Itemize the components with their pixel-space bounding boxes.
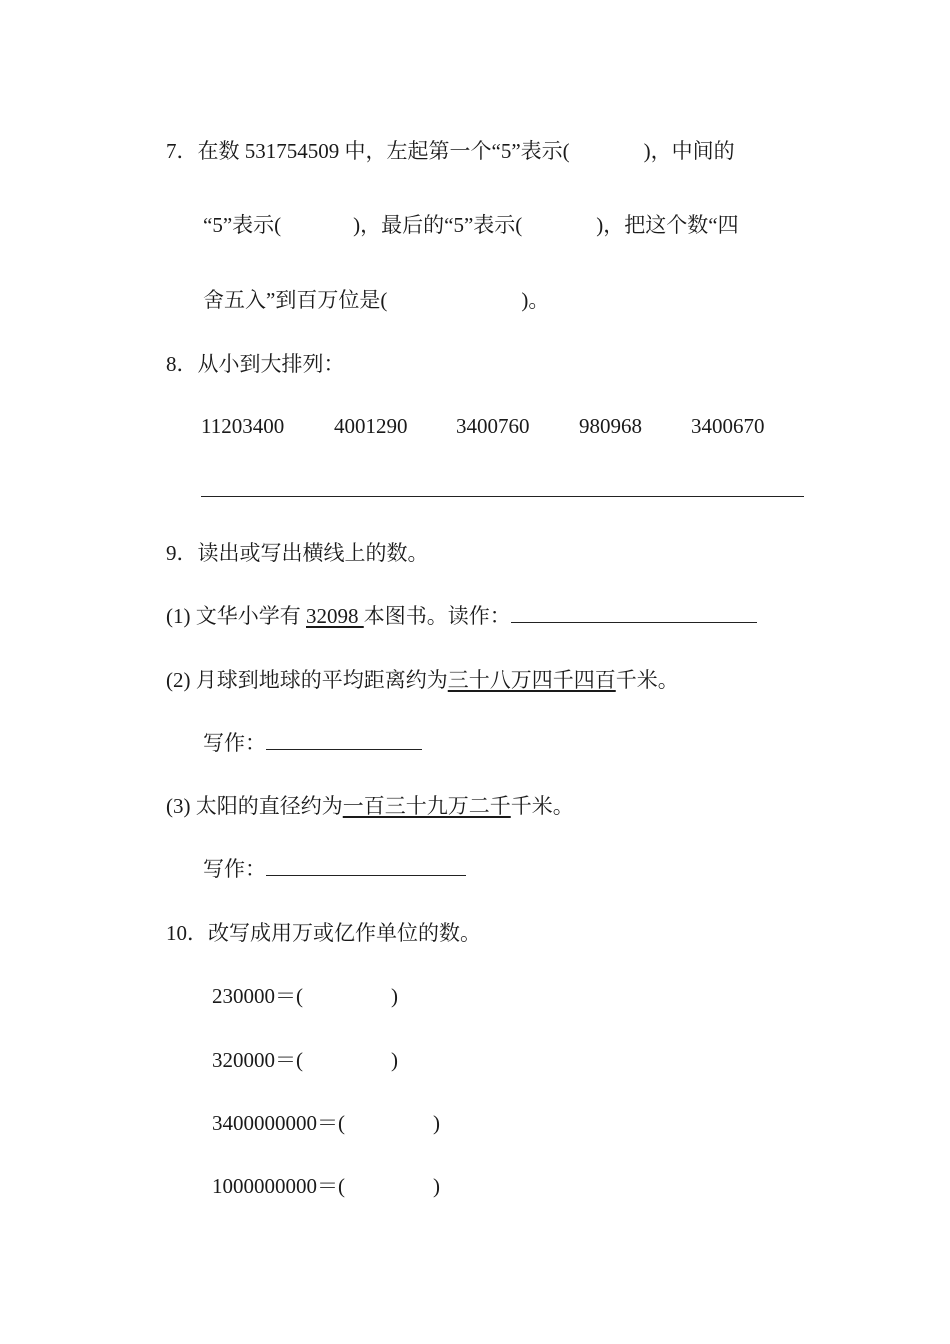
q7-line3-text-b: )。 [521,288,550,312]
q9-part-3 [166,792,574,820]
q7-line-3 [203,286,549,314]
q8-answer-line[interactable] [201,496,804,497]
q9-part-1 [166,602,757,630]
q9-p1-answer-line[interactable] [511,602,757,623]
q10-label: 10． [166,921,208,945]
q9-p3-answer-line[interactable] [266,855,466,876]
q9-p3-write-label: 写作： [203,857,266,881]
q7-line1-text-b: )，中间的 [643,139,735,163]
q9-p2-write-label: 写作： [203,731,266,755]
q7-line-2 [203,211,739,239]
q9-part-2 [166,666,679,694]
q10-heading [166,919,481,947]
q10-item-3-lhs: 3400000000＝( [212,1111,345,1135]
q10-item-3 [212,1109,440,1137]
q10-item-2 [212,1046,398,1074]
q8-title: 从小到大排列： [197,352,345,376]
q10-item-4 [212,1172,440,1200]
q9-p2-prefix: (2) 月球到地球的平均距离约为 [166,668,448,692]
q7-line2-text-b: )，最后的“5”表示( [353,213,523,237]
q9-p1-number: 32098 [306,604,364,628]
q8-number-5: 3400670 [691,414,765,438]
q10-item-3-rhs: ) [433,1111,440,1135]
q8-heading [166,350,345,378]
q7-line1-text-a: 在数 531754509 中，左起第一个“5”表示( [197,139,570,163]
q8-label: 8． [166,352,198,376]
q10-title: 改写成用万或亿作单位的数。 [208,921,481,945]
q9-heading [166,539,429,567]
q9-label: 9． [166,541,198,565]
q10-item-1 [212,982,398,1010]
q10-item-2-rhs: ) [391,1048,398,1072]
q9-p3-suffix: 千米。 [510,794,574,818]
q8-number-3: 3400760 [456,414,530,438]
q7-line3-text-a: 舍五入”到百万位是( [203,288,388,312]
q7-line2-text-a: “5”表示( [203,213,282,237]
q9-p2-answer-line[interactable] [266,729,422,750]
q10-item-1-rhs: ) [391,984,398,1008]
q9-part-3-write [203,855,466,883]
q9-p1-suffix: 本图书。读作： [363,604,511,628]
q9-part-2-write [203,729,422,757]
q8-number-4: 980968 [579,414,642,438]
q9-p3-prefix: (3) 太阳的直径约为 [166,794,343,818]
q9-p1-prefix: (1) 文华小学有 [166,604,306,628]
q9-p2-number: 三十八万四千四百 [447,668,616,692]
q8-number-2: 4001290 [334,414,408,438]
q10-item-4-lhs: 1000000000＝( [212,1174,345,1198]
q9-p3-number: 一百三十九万二千 [342,794,511,818]
q9-p2-suffix: 千米。 [615,668,679,692]
q10-item-4-rhs: ) [433,1174,440,1198]
q10-item-2-lhs: 320000＝( [212,1048,303,1072]
q7-line2-text-c: )，把这个数“四 [596,213,739,237]
q7-line-1 [166,137,735,165]
q8-number-1: 11203400 [201,414,285,438]
q9-title: 读出或写出横线上的数。 [197,541,429,565]
q7-label: 7． [166,139,198,163]
q10-item-1-lhs: 230000＝( [212,984,303,1008]
